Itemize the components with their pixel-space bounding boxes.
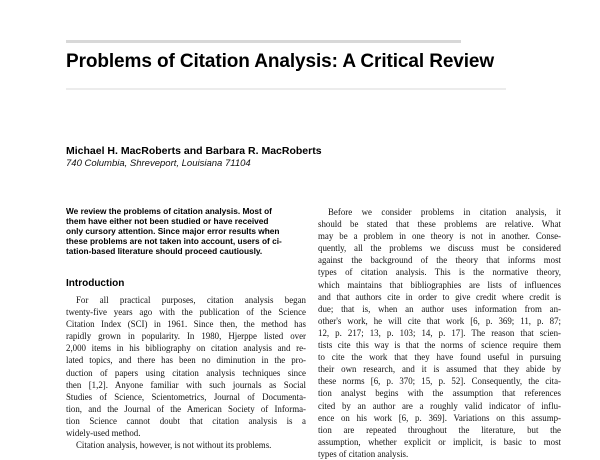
body-line: tion Science cannot doubt that citation analysis is a bbox=[66, 415, 306, 426]
body-line: tion are repeated throughout the literature, but the bbox=[318, 424, 561, 435]
author-address: 740 Columbia, Shreveport, Louisiana 71104 bbox=[66, 158, 251, 169]
body-line: ence on his work [6, p. 369]. Variations on this assump- bbox=[318, 412, 561, 423]
abstract bbox=[66, 206, 304, 256]
header-rule bbox=[66, 40, 461, 43]
body-line: cited by an author are a roughly valid indicator of influ- bbox=[318, 400, 561, 411]
body-line: twenty-five years ago with the publication of the Science bbox=[66, 307, 306, 318]
body-line: then [1,2]. Anyone familiar with such journals as Social bbox=[66, 379, 306, 390]
abstract-line: tation-based literature should proceed cautiously. bbox=[66, 246, 263, 256]
body-line: lated topics, and there has been no diminution in the pro- bbox=[66, 355, 306, 366]
abstract-line: them have either not been studied or have received bbox=[66, 216, 269, 226]
section-heading-introduction: Introduction bbox=[66, 278, 125, 289]
abstract-line: only cursory attention. Since major error results when bbox=[66, 226, 280, 236]
body-line: other's work, he will cite that work [6, p. 369; 11, p. 87; bbox=[318, 315, 561, 326]
body-line: Studies of Science, Scientometrics, Journal of Documenta- bbox=[66, 391, 306, 402]
body-line: widely-used method. bbox=[66, 428, 141, 439]
body-line: and that authors cite in order to give credit where credit is bbox=[318, 291, 561, 302]
body-line: Citation analysis, however, is not without its problems. bbox=[76, 440, 272, 451]
subhead-rule bbox=[66, 88, 506, 90]
body-line: tion, and the Journal of the American Society of Informa- bbox=[66, 403, 306, 414]
body-line: against the background of the theory that informs most bbox=[318, 255, 561, 266]
body-line: tion analyst begins with the assumption that references bbox=[318, 388, 561, 399]
body-line: tists cite this way is that the norms of science require them bbox=[318, 340, 561, 351]
body-column-left bbox=[66, 294, 306, 451]
body-line: rapidly grown in popularity. In 1980, Hjerppe listed over bbox=[66, 331, 306, 342]
body-line: these norms [6, p. 370; 15, p. 52]. Consequently, the cita- bbox=[318, 376, 561, 387]
body-line: should be stated that these problems are relative. What bbox=[318, 219, 561, 230]
body-line: 12, p. 217; 13, p. 103; 14, p. 17]. The reason that scien- bbox=[318, 327, 561, 338]
body-line: Before we consider problems in citation analysis, it bbox=[328, 207, 561, 217]
body-line: quently, all the problems we discuss must be considered bbox=[318, 243, 561, 254]
body-column-right bbox=[318, 206, 561, 460]
body-line: Citation Index (SCI) in 1961. Since then, the method has bbox=[66, 319, 306, 330]
body-line: For all practical purposes, citation analysis began bbox=[76, 295, 306, 305]
paper-title: Problems of Citation Analysis: A Critical Review bbox=[66, 51, 495, 72]
paper-authors: Michael H. MacRoberts and Barbara R. MacRoberts bbox=[66, 145, 322, 157]
body-line: to cite the work that they have found useful in pursuing bbox=[318, 352, 561, 363]
body-line: 2,000 items in his bibliography on citation analysis and re- bbox=[66, 343, 306, 354]
body-line: types of citation analysis. bbox=[318, 448, 409, 459]
body-line: duction of papers using citation analysis techniques since bbox=[66, 367, 306, 378]
abstract-line: We review the problems of citation analysis. Most of bbox=[66, 206, 272, 216]
abstract-line: these problems are not taken into account, users of ci- bbox=[66, 236, 282, 246]
body-line: due; that is, when an author uses information from an- bbox=[318, 303, 561, 314]
body-line: types of citation analysis. This is the normative theory, bbox=[318, 267, 561, 278]
body-line: may be a problem in one theory is not in another. Conse- bbox=[318, 231, 561, 242]
body-line: their own research, and it is assumed that they abide by bbox=[318, 364, 561, 375]
body-line: assumption, whether explicit or implicit, is basic to most bbox=[318, 436, 561, 447]
body-line: which maintains that bibliographies are lists of influences bbox=[318, 279, 561, 290]
